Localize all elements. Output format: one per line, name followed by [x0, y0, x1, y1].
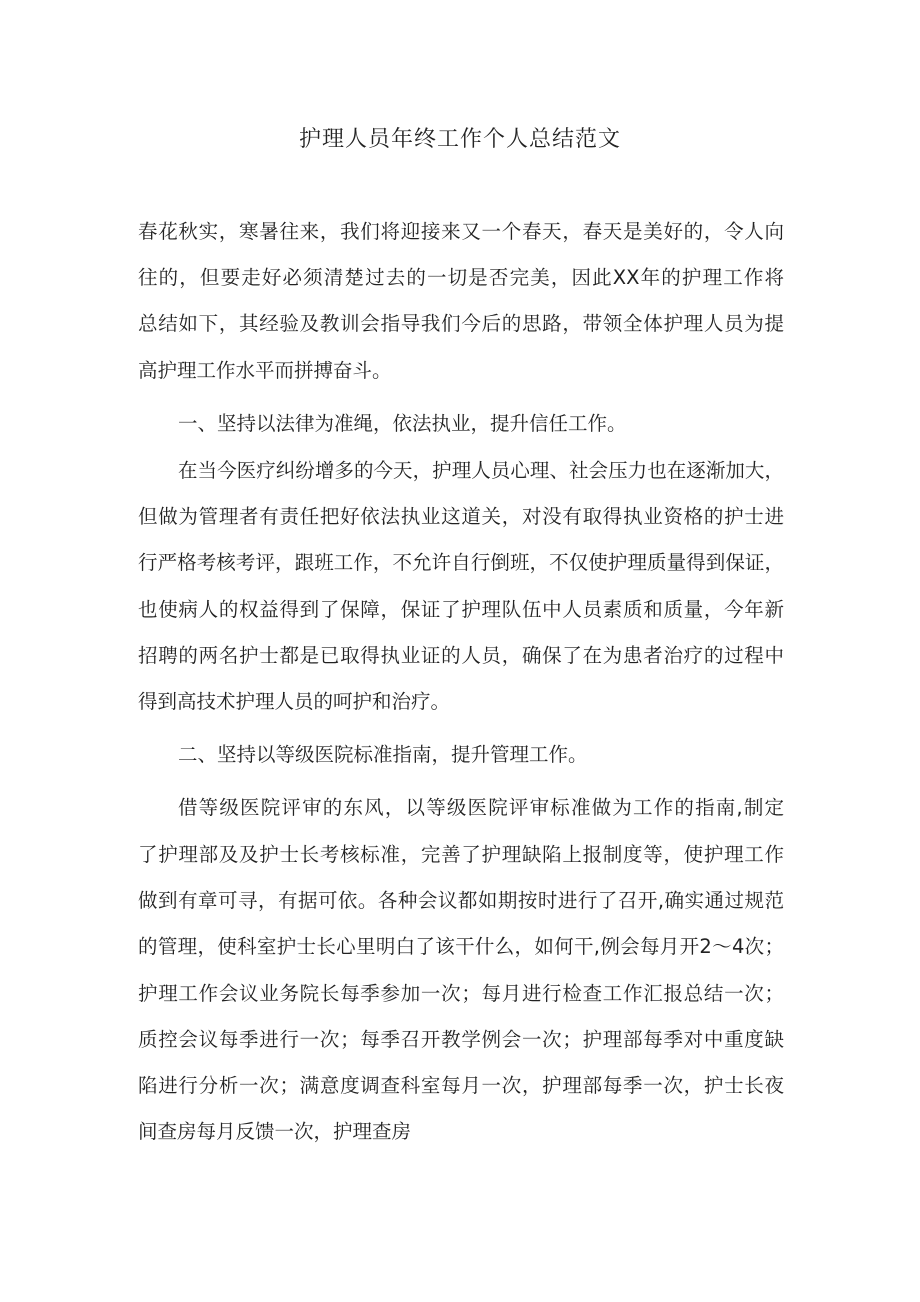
paragraph-line: 招聘的两名护士都是已取得执业证的人员，确保了在为患者治疗的过程中	[138, 644, 784, 667]
paragraph-line: 的管理，使科室护士长心里明白了该干什么，如何干,例会每月开2～4次；	[138, 935, 784, 958]
paragraph-line: 做到有章可寻，有据可依。各种会议都如期按时进行了召开,确实通过规范	[138, 889, 784, 912]
paragraph-line: 往的，但要走好必须清楚过去的一切是否完美，因此XX年的护理工作将	[138, 266, 784, 289]
section-heading: 二、坚持以等级医院标准指南，提升管理工作。	[178, 743, 588, 766]
paragraph-line: 但做为管理者有责任把好依法执业这道关，对没有取得执业资格的护士进	[138, 505, 784, 528]
paragraph-line: 护理工作会议业务院长每季参加一次；每月进行检查工作汇报总结一次；	[138, 982, 784, 1005]
paragraph-line: 借等级医院评审的东风，以等级医院评审标准做为工作的指南,制定	[178, 796, 784, 819]
paragraph-line: 也使病人的权益得到了保障，保证了护理队伍中人员素质和质量，今年新	[138, 598, 784, 621]
paragraph-line: 陷进行分析一次；满意度调查科室每月一次，护理部每季一次，护士长夜	[138, 1074, 784, 1097]
document-title: 护理人员年终工作个人总结范文	[298, 127, 621, 152]
paragraph-line: 总结如下，其经验及教训会指导我们今后的思路，带领全体护理人员为提	[138, 312, 784, 335]
section-heading: 一、坚持以法律为准绳，依法执业，提升信任工作。	[178, 412, 627, 435]
paragraph-line: 间查房每月反馈一次，护理查房	[138, 1120, 412, 1143]
paragraph-line: 得到高技术护理人员的呵护和治疗。	[138, 690, 451, 713]
paragraph-line: 高护理工作水平而拼搏奋斗。	[138, 359, 392, 382]
paragraph-line: 春花秋实，寒暑往来，我们将迎接来又一个春天，春天是美好的，令人向	[138, 220, 784, 243]
paragraph-line: 在当今医疗纠纷增多的今天，护理人员心理、社会压力也在逐渐加大，	[178, 459, 784, 482]
paragraph-line: 质控会议每季进行一次；每季召开教学例会一次；护理部每季对中重度缺	[138, 1028, 784, 1051]
paragraph-line: 行严格考核考评，跟班工作，不允许自行倒班，不仅使护理质量得到保证，	[138, 551, 784, 574]
paragraph-line: 了护理部及及护士长考核标准，完善了护理缺陷上报制度等，使护理工作	[138, 843, 784, 866]
